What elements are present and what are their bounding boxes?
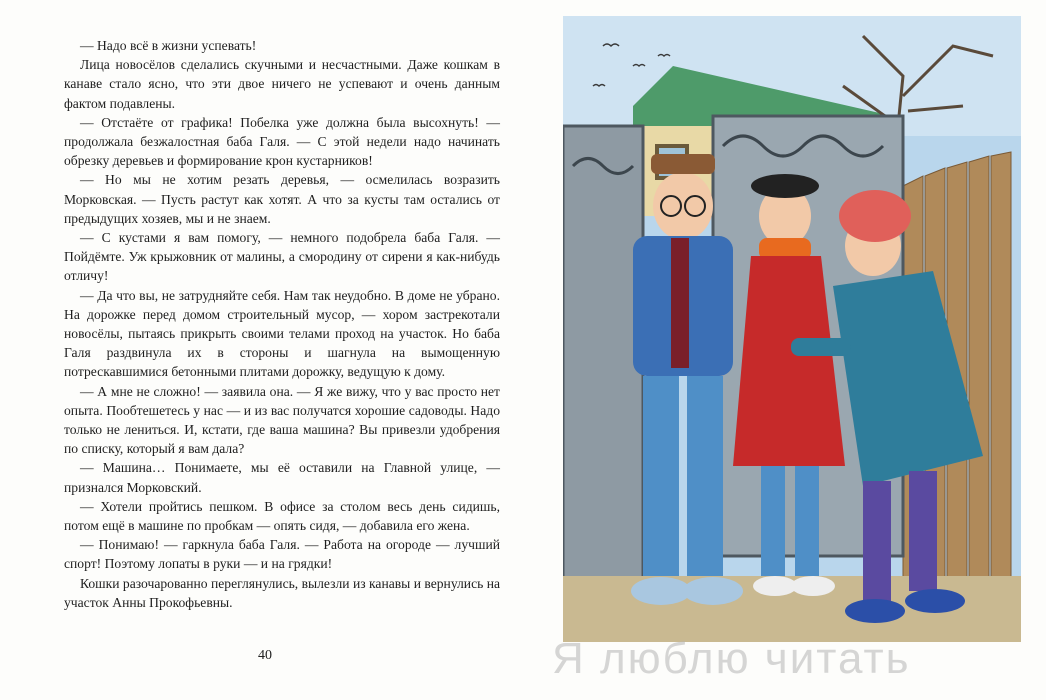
paragraph: Кошки разочарованно переглянулись, вылезли из канавы и вернулись на участок Анны Прокофьевны. [64, 575, 501, 610]
watermark: Я люблю читать [552, 634, 911, 683]
paragraph: — Понимаю! — гаркнула баба Галя. — Работа на огороде — лучший спорт! Поэтому лопаты в руки — и на грядки! [64, 537, 500, 572]
paragraph: Лица новосёлов сделались скучными и несчастными. Даже кошкам в канаве стало ясно, что эти двое ничего не успевают и очень данным фактом подавлены. [64, 57, 500, 111]
story-illustration [563, 16, 1021, 642]
paragraph: — Машина… Понимаете, мы её оставили на Главной улице, — признался Морковский. [64, 460, 500, 495]
paragraph: — Отстаёте от графика! Побелка уже должна была высохнуть! — продолжала безжалостная баба Галя. — С этой недели надо начинать обрезку деревьев и формирование крон кустарников! [64, 114, 500, 169]
text-block [64, 36, 500, 612]
paragraph: — С кустами я вам помогу, — немного подобрела баба Галя. — Пойдёмте. Уж крыжовник от малины, а смородину от сирени я как-нибудь отличу! [64, 230, 500, 284]
paragraph: — Хотели пройтись пешком. В офисе за столом весь день сидишь, потом ещё в машине по пробкам — опять сидя, — добавила его жена. [64, 498, 500, 534]
paragraph: — Надо всё в жизни успевать! [80, 38, 257, 53]
page-number: 40 [258, 648, 272, 663]
paragraph: — Но мы не хотим резать деревья, — осмелилась возразить Морковская. — Пусть растут как хотят. А что за кусты там остались от предыдущих хозяев, мы и не знаем. [64, 172, 500, 226]
right-page [523, 0, 1046, 700]
paragraph: — Да что вы, не затрудняйте себя. Нам так неудобно. В доме не убрано. На дорожке перед домом строительный мусор, — хором застрекотали новосёлы, пытаясь прикрыть своими телами проход на участок. Но баба Галя раздвинула их в стороны и шагнула на вымощенную потрескавшимися бетонными плитами дорожку, ведущую к дому. [64, 287, 500, 380]
paragraph: — А мне не сложно! — заявила она. — Я же вижу, что у вас просто нет опыта. Пообтешетесь у нас — и из вас получатся хорошие садоводы. Надо только не лениться. И, кстати, где ваша машина? Вы привезли удобрения по списку, который я вам дала? [64, 383, 500, 457]
